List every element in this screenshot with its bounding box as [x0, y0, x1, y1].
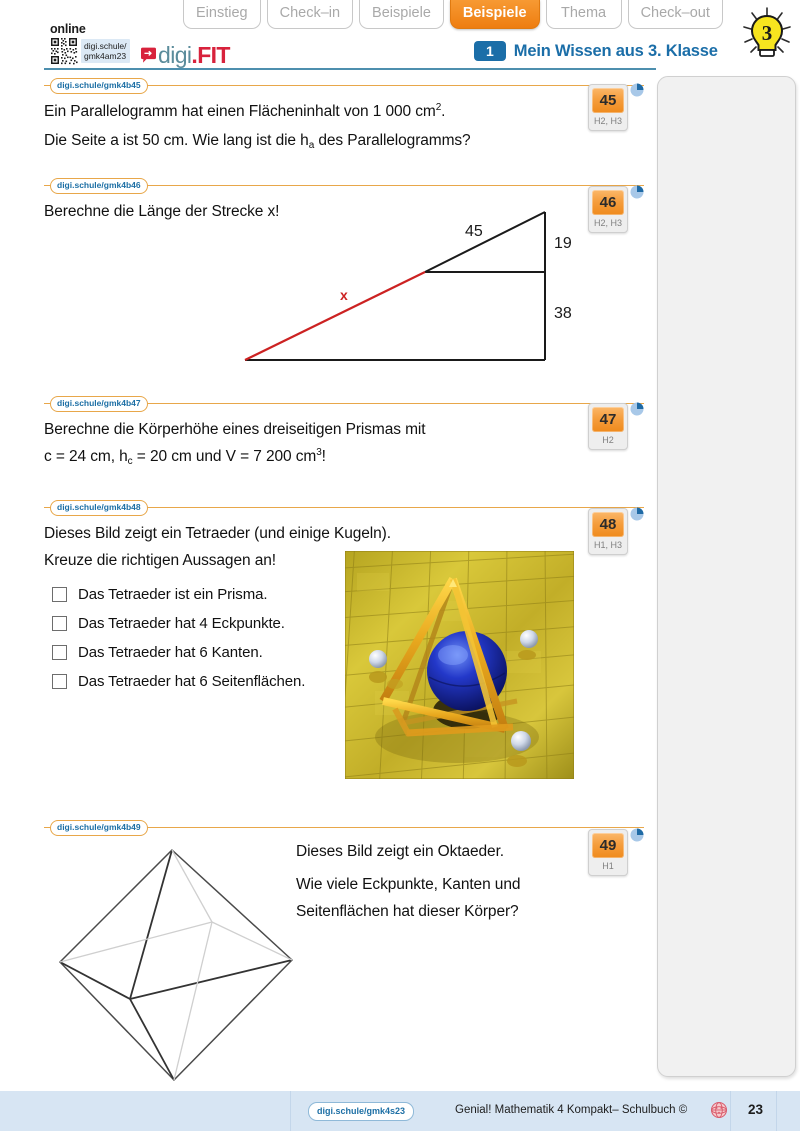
exercise-47-line-2: c = 24 cm, $h_c = 20$ cm und V = 7 200 $cm^3$! — [44, 447, 326, 467]
qr-url-line1: digi.schule/ — [84, 41, 127, 51]
exercise-45-code[interactable]: digi.schule/gmk4b45 — [50, 78, 148, 94]
exercise-46-badge — [585, 186, 631, 233]
checkbox-2[interactable] — [52, 616, 67, 631]
triangle-label-19: 19 — [554, 235, 572, 252]
exercise-47-levels: H2 — [602, 435, 614, 445]
tab-beispiele-1[interactable]: Beispiele — [359, 0, 444, 29]
digifit-word-fit: .FIT — [191, 42, 230, 68]
page-footer — [0, 1091, 800, 1131]
publisher-logo-icon — [711, 1102, 727, 1118]
online-label: online — [50, 22, 86, 36]
exercise-48-rule — [44, 500, 644, 514]
exercise-45-line-2: Die Seite a ist 50 cm. Wie lang ist die $h_a$ des Parallelogramms? — [44, 132, 471, 151]
triangle-label-38: 38 — [554, 305, 572, 322]
exercise-48-code[interactable]: digi.schule/gmk4b48 — [50, 500, 148, 516]
exercise-48-number: 48 — [592, 512, 624, 537]
exercise-46-triangle-figure — [220, 200, 590, 375]
lightbulb-number: 3 — [761, 21, 773, 45]
footer-copyright-text: Genial! Mathematik 4 Kompakt– Schulbuch © — [455, 1104, 688, 1116]
digifit-word-digi: digi — [158, 42, 192, 68]
exercise-48-line-2: Kreuze die richtigen Aussagen an! — [44, 552, 276, 569]
exercise-46-levels: H2, H3 — [593, 218, 622, 228]
exercise-49-octahedron-figure — [52, 842, 300, 1088]
progress-pie-icon[interactable] — [630, 402, 644, 416]
tab-check-out[interactable]: Check–out — [628, 0, 723, 29]
qr-url-line2: gmk4am23 — [84, 51, 127, 61]
checkbox-1[interactable] — [52, 587, 67, 602]
header-divider — [44, 68, 656, 70]
exercise-49-levels: H1 — [602, 861, 614, 871]
tab-check-in[interactable]: Check–in — [267, 0, 353, 29]
checkbox-2-label: Das Tetraeder hat 4 Eckpunkte. — [78, 615, 285, 632]
checkbox-4[interactable] — [52, 674, 67, 689]
qr-code-icon[interactable] — [50, 37, 78, 65]
qr-url-label — [81, 39, 130, 63]
exercise-46-line-1: Berechne die Länge der Strecke x! — [44, 203, 280, 220]
notes-side-panel[interactable] — [657, 76, 796, 1077]
exercise-49-line-1: Dieses Bild zeigt ein Oktaeder. — [296, 843, 504, 860]
footer-code-badge[interactable]: digi.schule/gmk4s23 — [308, 1102, 414, 1121]
exercise-46-rule — [44, 178, 644, 192]
exercise-49-line-3: Seitenflächen hat dieser Körper? — [296, 903, 519, 920]
exercise-48-badge — [585, 508, 631, 555]
exercise-49-text — [296, 838, 586, 925]
tab-einstieg[interactable]: Einstieg — [183, 0, 261, 29]
exercise-47-line-1: Berechne die Körperhöhe eines dreiseitigen Prismas mit — [44, 421, 426, 438]
exercise-47-code[interactable]: digi.schule/gmk4b47 — [50, 396, 148, 412]
triangle-label-x: x — [340, 287, 348, 303]
digifit-logo — [140, 42, 230, 69]
exercise-49-number: 49 — [592, 833, 624, 858]
exercise-45-badge — [585, 84, 631, 131]
progress-pie-icon[interactable] — [630, 828, 644, 842]
chapter-heading — [474, 41, 718, 61]
exercise-49-badge — [585, 829, 631, 876]
chapter-number-badge: 1 — [474, 41, 506, 61]
exercise-48-tetrahedron-photo — [345, 551, 574, 779]
exercise-48-levels: H1, H3 — [593, 540, 622, 550]
lightbulb-icon — [738, 6, 796, 64]
exercise-49-line-2: Wie viele Eckpunkte, Kanten und — [296, 876, 521, 893]
tab-thema[interactable]: Thema — [546, 0, 622, 29]
exercise-45-rule — [44, 78, 644, 92]
exercise-48-line-1: Dieses Bild zeigt ein Tetraeder (und einige Kugeln). — [44, 525, 391, 542]
exercise-45-levels: H2, H3 — [593, 116, 622, 126]
digifit-speech-bubble-icon — [140, 47, 157, 64]
exercise-46-number: 46 — [592, 190, 624, 215]
checkbox-1-label: Das Tetraeder ist ein Prisma. — [78, 586, 268, 603]
exercise-49-rule — [44, 820, 644, 834]
exercise-49-code[interactable]: digi.schule/gmk4b49 — [50, 820, 148, 836]
section-tabs — [183, 0, 723, 29]
tab-beispiele-2-active[interactable]: Beispiele — [450, 0, 540, 29]
checkbox-4-label: Das Tetraeder hat 6 Seitenflächen. — [78, 673, 306, 690]
progress-pie-icon[interactable] — [630, 507, 644, 521]
chapter-title-text: Mein Wissen aus 3. Klasse — [513, 41, 718, 60]
progress-pie-icon[interactable] — [630, 83, 644, 97]
exercise-47-number: 47 — [592, 407, 624, 432]
exercise-47-badge — [585, 403, 631, 450]
triangle-label-45: 45 — [465, 223, 483, 240]
page-number: 23 — [748, 1102, 764, 1117]
exercise-49 — [44, 820, 644, 834]
exercise-47 — [44, 396, 644, 472]
progress-pie-icon[interactable] — [630, 185, 644, 199]
exercise-45-number: 45 — [592, 88, 624, 113]
exercise-45-line-1: Ein Parallelogramm hat einen Flächeninhalt von 1 000 $cm^2$. — [44, 102, 446, 120]
checkbox-3-label: Das Tetraeder hat 6 Kanten. — [78, 644, 263, 661]
checkbox-3[interactable] — [52, 645, 67, 660]
exercise-47-rule — [44, 396, 644, 410]
exercise-46-code[interactable]: digi.schule/gmk4b46 — [50, 178, 148, 194]
exercise-45 — [44, 78, 644, 156]
online-qr-block — [50, 22, 130, 65]
